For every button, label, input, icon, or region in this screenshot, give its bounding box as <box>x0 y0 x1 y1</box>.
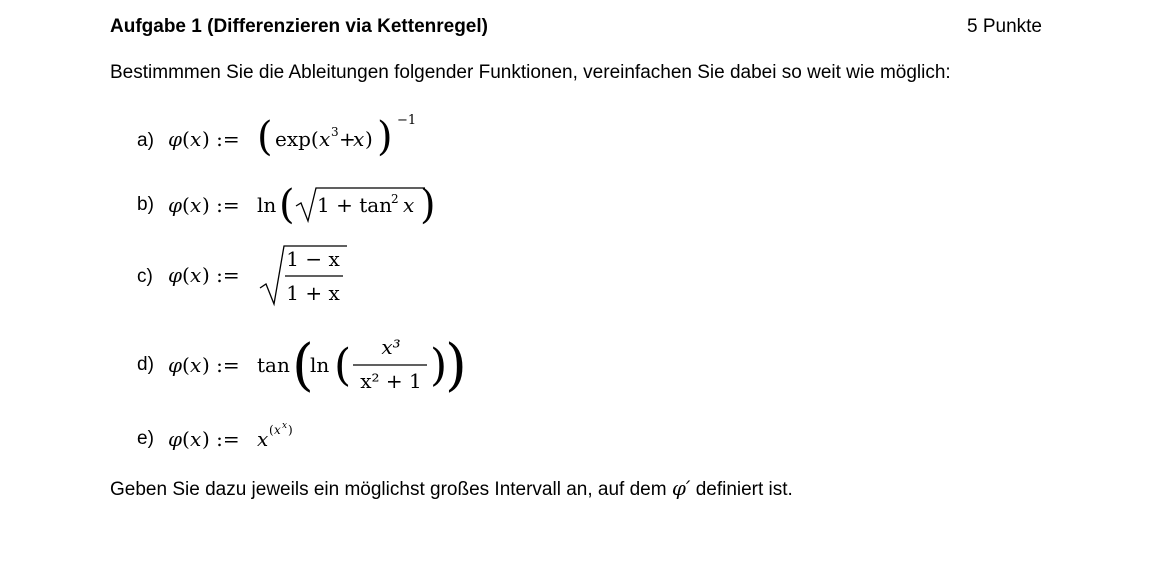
svg-text:(: ( <box>182 263 190 287</box>
svg-text:): ) <box>365 127 373 151</box>
svg-text:): ) <box>445 333 467 398</box>
interval-instruction <box>110 476 793 501</box>
formula-d <box>165 330 475 400</box>
svg-text:1 + tan: 1 + tan <box>317 193 393 217</box>
svg-text:φ: φ <box>168 127 183 151</box>
svg-text:x: x <box>190 427 202 451</box>
svg-text:φ: φ <box>168 353 183 377</box>
item-b-label: b) <box>137 194 154 215</box>
svg-text:φ: φ <box>168 263 183 287</box>
outro-text-after: definiert ist. <box>695 479 793 500</box>
svg-text:x: x <box>190 353 202 377</box>
svg-text:φ: φ <box>168 427 183 451</box>
phi-prime-symbol: φ′ <box>671 476 691 500</box>
points-label: 5 Punkte <box>967 16 1042 37</box>
svg-text:−1: −1 <box>397 113 417 128</box>
svg-text:): ) <box>420 182 436 228</box>
svg-text:2: 2 <box>391 192 399 206</box>
svg-text:(: ( <box>292 333 314 398</box>
svg-text:x: x <box>190 127 202 151</box>
svg-text:3: 3 <box>331 125 339 139</box>
svg-text:x: x <box>274 423 281 437</box>
svg-text:(: ( <box>182 353 190 377</box>
svg-text:) :=: ) := <box>202 427 240 451</box>
svg-text:x: x <box>319 127 331 151</box>
item-d-label: d) <box>137 354 154 375</box>
svg-text:) :=: ) := <box>202 353 240 377</box>
svg-text:(: ( <box>257 114 273 160</box>
item-c-label: c) <box>137 266 153 287</box>
svg-text:(: ( <box>279 182 295 228</box>
item-e-label: e) <box>137 428 154 449</box>
svg-text:x: x <box>257 427 269 451</box>
fraction-d-denominator: x² + 1 <box>360 369 422 393</box>
svg-text:(: ( <box>182 427 190 451</box>
svg-text:exp(: exp( <box>275 127 319 151</box>
svg-text:x: x <box>403 193 415 217</box>
task-instructions: Bestimmmen Sie die Ableitungen folgender Funktionen, vereinfachen Sie dabei so weit wie möglich: <box>110 62 951 83</box>
svg-text:x: x <box>190 193 202 217</box>
svg-text:ln: ln <box>257 193 277 217</box>
svg-text:(: ( <box>182 127 190 151</box>
fraction-c-denominator: 1 + x <box>286 281 340 305</box>
svg-text:) :=: ) := <box>202 127 240 151</box>
svg-text:(: ( <box>269 423 274 437</box>
svg-text:): ) <box>430 340 448 391</box>
svg-text:x: x <box>353 127 365 151</box>
formula-b <box>165 176 465 236</box>
svg-text:tan: tan <box>257 353 290 377</box>
item-a-label: a) <box>137 130 154 151</box>
svg-text:(: ( <box>182 193 190 217</box>
fraction-c-numerator: 1 − x <box>286 247 340 271</box>
svg-text:x: x <box>282 421 288 431</box>
exercise-title: Aufgabe 1 (Differenzieren via Kettenregel) <box>110 16 488 37</box>
svg-text:): ) <box>288 423 293 437</box>
svg-text:+: + <box>339 127 356 151</box>
outro-text-before: Geben Sie dazu jeweils ein möglichst großes Intervall an, auf dem <box>110 479 667 500</box>
svg-text:ln: ln <box>310 353 330 377</box>
svg-text:) :=: ) := <box>202 193 240 217</box>
fraction-d-numerator: x³ <box>381 335 401 359</box>
formula-a <box>165 108 445 168</box>
svg-text:) :=: ) := <box>202 263 240 287</box>
formula-e <box>165 418 325 458</box>
svg-text:(: ( <box>334 340 352 391</box>
svg-text:): ) <box>377 114 393 160</box>
svg-text:φ: φ <box>168 193 183 217</box>
formula-c <box>165 240 385 312</box>
svg-text:x: x <box>190 263 202 287</box>
